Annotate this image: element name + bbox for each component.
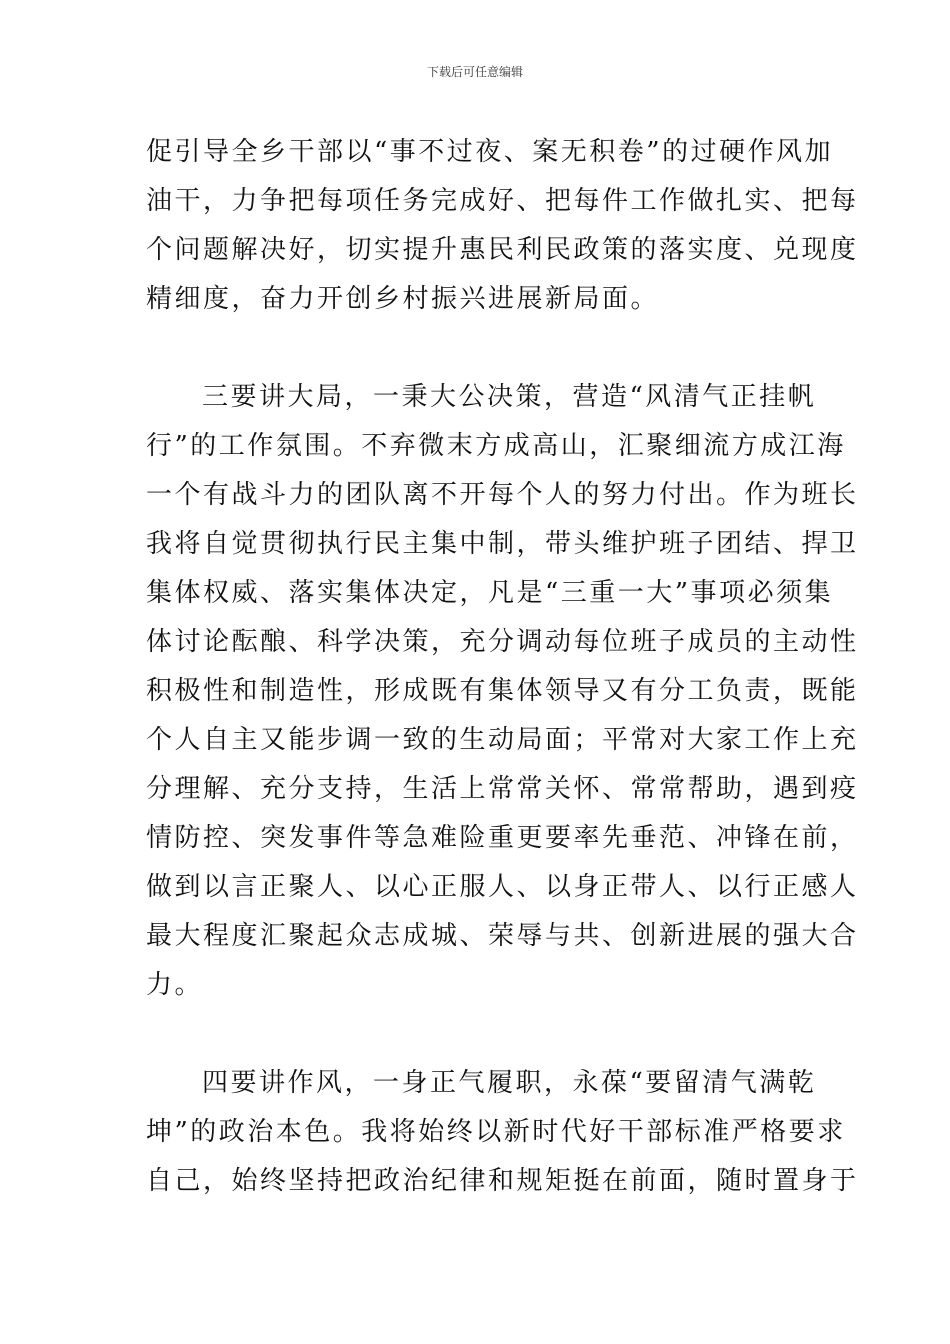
text-line: 分理解、充分支持，生活上常常关怀、常常帮助，遇到疫 (146, 774, 859, 804)
paragraph-1 (146, 128, 859, 324)
text-line: 情防控、突发事件等急难险重更要率先垂范、冲锋在前， (146, 823, 859, 853)
paragraph-3 (146, 1059, 859, 1206)
text-line: 个问题解决好，切实提升惠民利民政策的落实度、兑现度 (146, 235, 859, 265)
text-line: 自己，始终坚持把政治纪律和规矩挺在前面，随时置身于 (146, 1166, 859, 1196)
text-line: 四要讲作风，一身正气履职，永葆“要留清气满乾 (202, 1068, 817, 1098)
paragraph-gap (146, 1010, 810, 1059)
paragraph-2 (146, 373, 859, 1010)
text-line: 积极性和制造性，形成既有集体领导又有分工负责，既能 (146, 676, 859, 706)
text-line: 我将自觉贯彻执行民主集中制，带头维护班子团结、捍卫 (146, 529, 859, 559)
paragraph-gap (146, 324, 810, 373)
text-line: 三要讲大局，一秉大公决策，营造“风清气正挂帆 (202, 382, 817, 412)
text-line: 体讨论酝酿、科学决策，充分调动每位班子成员的主动性 (146, 627, 859, 657)
document-body (146, 128, 859, 1206)
text-line: 最大程度汇聚起众志成城、荣辱与共、创新进展的强大合 (146, 921, 859, 951)
text-line: 油干，力争把每项任务完成好、把每件工作做扎实、把每 (146, 186, 859, 216)
text-line: 力。 (146, 970, 204, 1000)
text-line: 促引导全乡干部以“事不过夜、案无积卷”的过硬作风加 (146, 137, 834, 167)
text-line: 坤”的政治本色。我将始终以新时代好干部标准严格要求 (146, 1117, 846, 1147)
text-line: 集体权威、落实集体决定，凡是“三重一大”事项必须集 (146, 578, 834, 608)
text-line: 一个有战斗力的团队离不开每个人的努力付出。作为班长 (146, 480, 859, 510)
text-line: 精细度，奋力开创乡村振兴进展新局面。 (146, 284, 660, 314)
text-line: 个人自主又能步调一致的生动局面；平常对大家工作上充 (146, 725, 859, 755)
text-line: 行”的工作氛围。不弃微末方成高山，汇聚细流方成江海 (146, 431, 846, 461)
page-header-note: 下载后可任意编辑 (426, 65, 523, 79)
text-line: 做到以言正聚人、以心正服人、以身正带人、以行正感人 (146, 872, 859, 902)
